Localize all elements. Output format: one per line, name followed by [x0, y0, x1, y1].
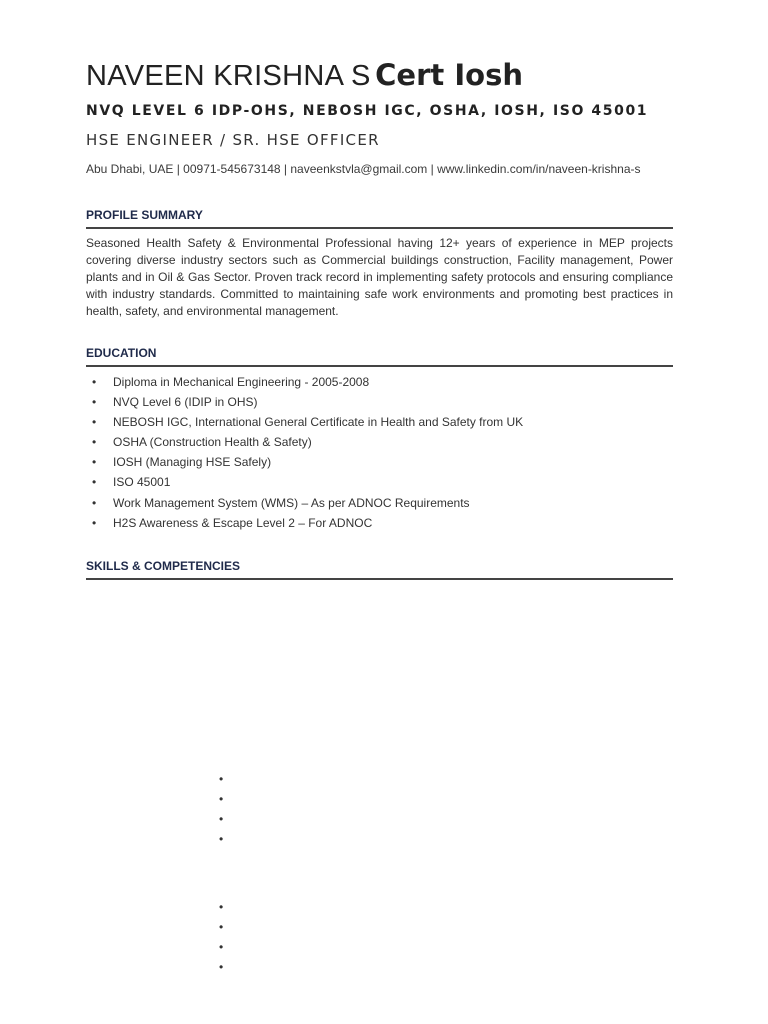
name-text: NAVEEN KRISHNA S	[86, 60, 371, 92]
education-item: • Diploma in Mechanical Engineering - 2005-2008	[86, 372, 523, 392]
education-item: • OSHA (Construction Health & Safety)	[86, 432, 523, 452]
education-item: • Work Management System (WMS) – As per ADNOC Requirements	[86, 493, 523, 513]
profile-summary-text: Seasoned Health Safety & Environmental Professional having 12+ years of experience in MEP projects covering diverse industry sectors such as Commercial buildings construction, Facility management, Power plants and in Oil & Gas Sector. Proven track record in implementing safety protocols and ensuring compliance with industry standards. Committed to maintaining safe work environments and promoting best practices in health, safety, and environmental management.	[86, 236, 673, 318]
empty-bullet: •	[219, 812, 224, 826]
education-item: • ISO 45001	[86, 472, 523, 492]
candidate-name	[86, 58, 523, 93]
empty-bullet: •	[219, 900, 224, 914]
job-title: HSE ENGINEER / SR. HSE OFFICER	[86, 131, 380, 149]
education-item: • IOSH (Managing HSE Safely)	[86, 452, 523, 472]
skills-heading: SKILLS & COMPETENCIES	[86, 559, 673, 580]
profile-summary-heading: PROFILE SUMMARY	[86, 208, 673, 229]
empty-bullet: •	[219, 832, 224, 846]
education-item: • H2S Awareness & Escape Level 2 – For ADNOC	[86, 513, 523, 533]
education-heading: EDUCATION	[86, 346, 673, 367]
empty-bullet: •	[219, 772, 224, 786]
empty-bullet: •	[219, 920, 224, 934]
empty-bullet: •	[219, 960, 224, 974]
name-suffix: Cert Iosh	[375, 58, 523, 92]
education-item: • NVQ Level 6 (IDIP in OHS)	[86, 392, 523, 412]
qualifications-line: NVQ LEVEL 6 IDP-OHS, NEBOSH IGC, OSHA, IOSH, ISO 45001	[86, 103, 649, 119]
education-list	[86, 372, 523, 533]
education-item: • NEBOSH IGC, International General Certificate in Health and Safety from UK	[86, 412, 523, 432]
contact-info: Abu Dhabi, UAE | 00971-545673148 | naveenkstvla@gmail.com | www.linkedin.com/in/naveen-krishna-s	[86, 162, 641, 176]
empty-bullet: •	[219, 792, 224, 806]
empty-bullet: •	[219, 940, 224, 954]
